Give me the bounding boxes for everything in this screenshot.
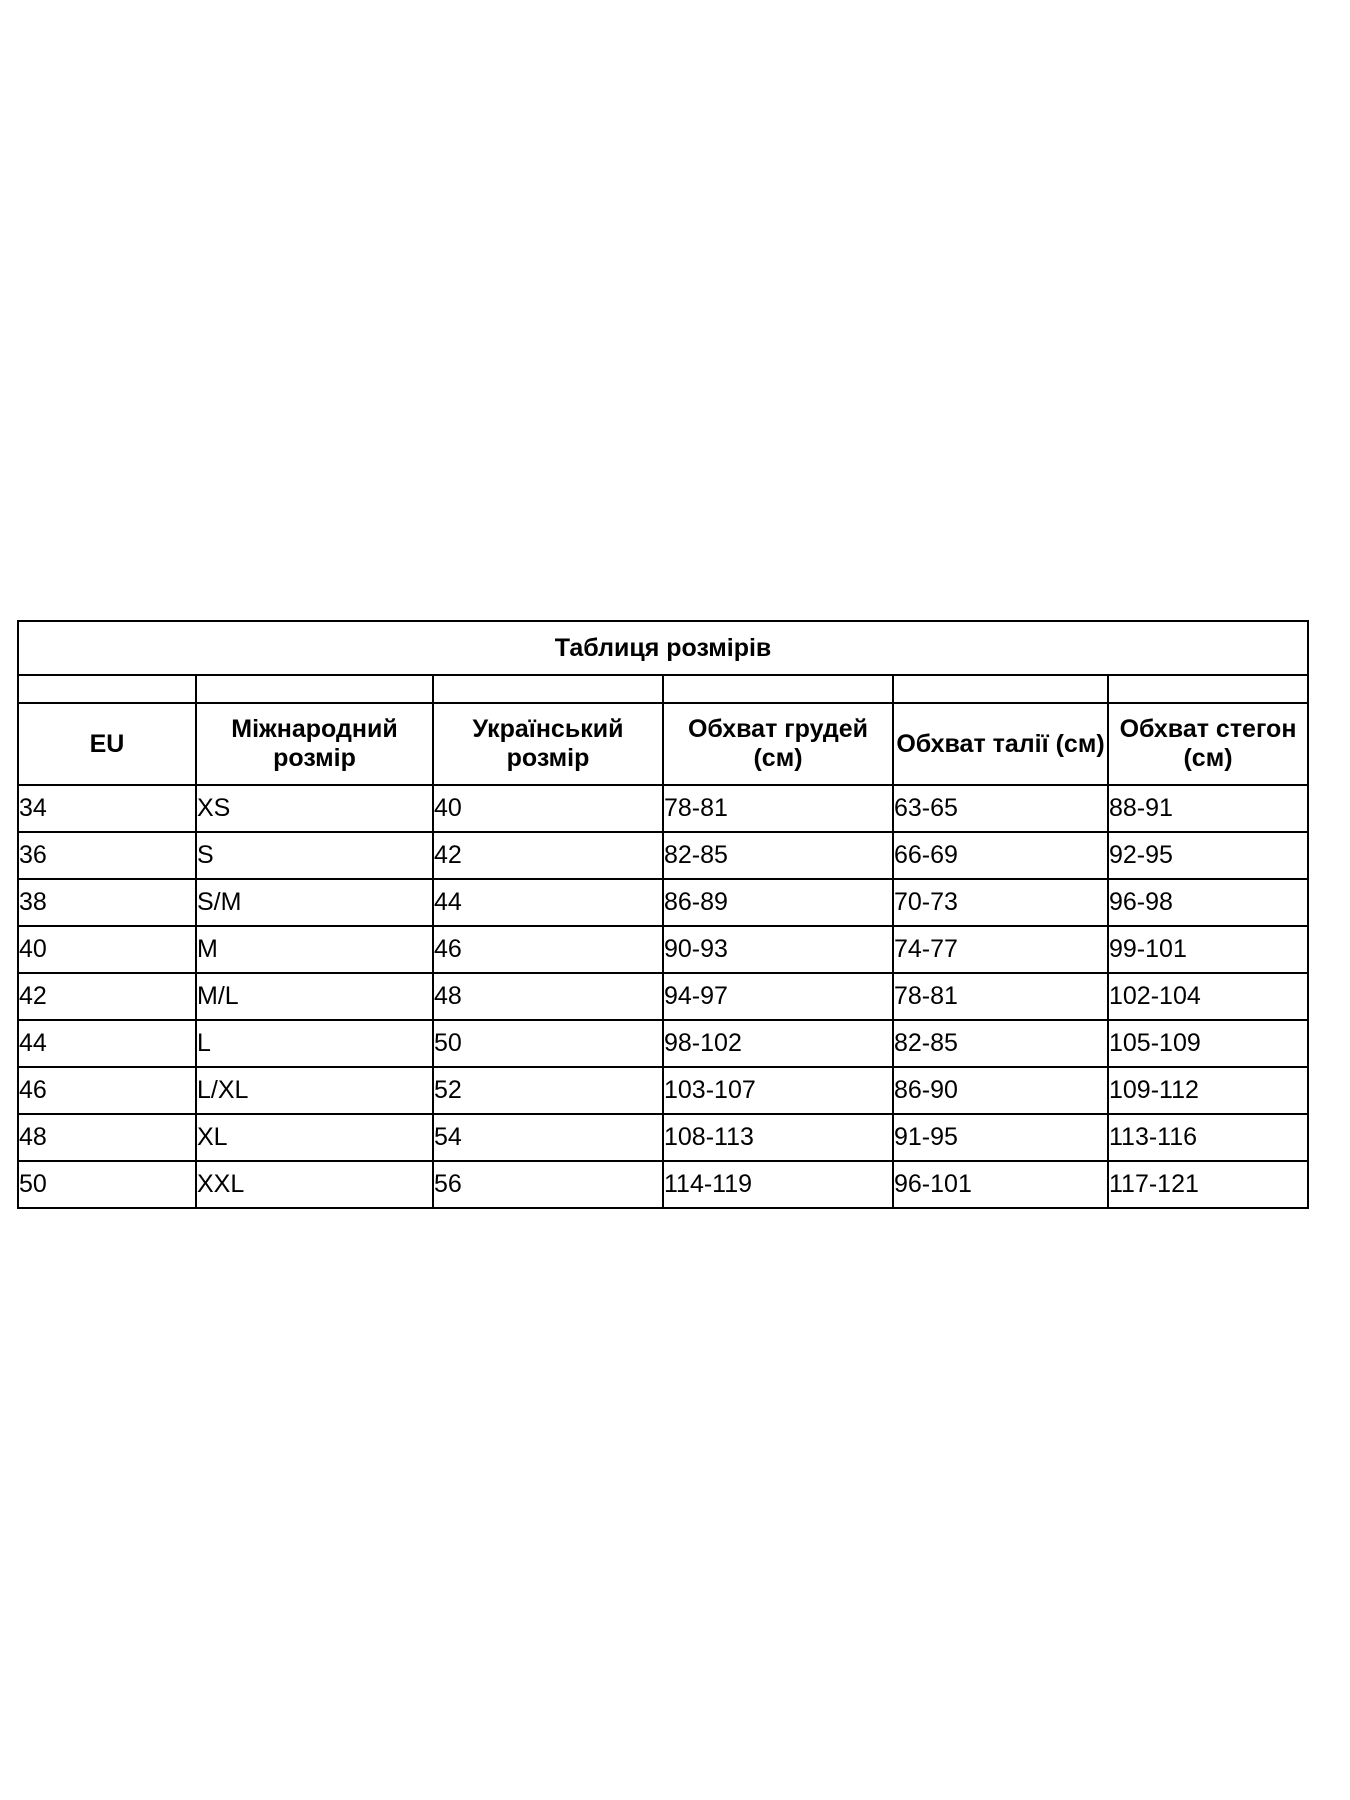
cell-international-size: XXL <box>196 1161 433 1208</box>
cell-eu: 48 <box>18 1114 196 1161</box>
cell-chest: 114-119 <box>663 1161 893 1208</box>
spacer-cell-3 <box>433 675 663 703</box>
cell-ukrainian-size: 46 <box>433 926 663 973</box>
cell-international-size: M/L <box>196 973 433 1020</box>
cell-hips: 105-109 <box>1108 1020 1308 1067</box>
table-row <box>18 973 1308 1020</box>
cell-hips: 109-112 <box>1108 1067 1308 1114</box>
table-row <box>18 785 1308 832</box>
cell-international-size: M <box>196 926 433 973</box>
table-header-row <box>18 703 1308 785</box>
page-title: Таблиця розмірів <box>18 621 1308 675</box>
cell-waist: 96-101 <box>893 1161 1108 1208</box>
table-title-row <box>18 621 1308 675</box>
column-header-international-size: Міжнародний розмір <box>196 703 433 785</box>
cell-international-size: S/M <box>196 879 433 926</box>
cell-chest: 90-93 <box>663 926 893 973</box>
spacer-cell-6 <box>1108 675 1308 703</box>
cell-eu: 40 <box>18 926 196 973</box>
cell-eu: 36 <box>18 832 196 879</box>
cell-chest: 94-97 <box>663 973 893 1020</box>
cell-ukrainian-size: 56 <box>433 1161 663 1208</box>
column-header-waist: Обхват талії (см) <box>893 703 1108 785</box>
cell-international-size: L <box>196 1020 433 1067</box>
cell-waist: 66-69 <box>893 832 1108 879</box>
cell-ukrainian-size: 48 <box>433 973 663 1020</box>
cell-international-size: L/XL <box>196 1067 433 1114</box>
cell-international-size: XS <box>196 785 433 832</box>
size-chart-container <box>17 620 1307 1209</box>
table-spacer-row <box>18 675 1308 703</box>
cell-ukrainian-size: 54 <box>433 1114 663 1161</box>
cell-waist: 86-90 <box>893 1067 1108 1114</box>
cell-chest: 82-85 <box>663 832 893 879</box>
table-row <box>18 1161 1308 1208</box>
cell-eu: 46 <box>18 1067 196 1114</box>
cell-waist: 63-65 <box>893 785 1108 832</box>
cell-hips: 99-101 <box>1108 926 1308 973</box>
spacer-cell-1 <box>18 675 196 703</box>
cell-hips: 117-121 <box>1108 1161 1308 1208</box>
spacer-cell-5 <box>893 675 1108 703</box>
cell-hips: 102-104 <box>1108 973 1308 1020</box>
cell-international-size: XL <box>196 1114 433 1161</box>
cell-waist: 91-95 <box>893 1114 1108 1161</box>
cell-chest: 98-102 <box>663 1020 893 1067</box>
cell-chest: 78-81 <box>663 785 893 832</box>
table-row <box>18 1067 1308 1114</box>
size-chart-table <box>17 620 1309 1209</box>
cell-ukrainian-size: 42 <box>433 832 663 879</box>
cell-hips: 88-91 <box>1108 785 1308 832</box>
spacer-cell-2 <box>196 675 433 703</box>
cell-chest: 108-113 <box>663 1114 893 1161</box>
cell-waist: 74-77 <box>893 926 1108 973</box>
cell-hips: 96-98 <box>1108 879 1308 926</box>
cell-eu: 42 <box>18 973 196 1020</box>
table-row <box>18 1020 1308 1067</box>
cell-ukrainian-size: 52 <box>433 1067 663 1114</box>
cell-chest: 103-107 <box>663 1067 893 1114</box>
cell-chest: 86-89 <box>663 879 893 926</box>
table-row <box>18 1114 1308 1161</box>
cell-eu: 50 <box>18 1161 196 1208</box>
column-header-eu: EU <box>18 703 196 785</box>
cell-hips: 92-95 <box>1108 832 1308 879</box>
cell-ukrainian-size: 50 <box>433 1020 663 1067</box>
cell-waist: 78-81 <box>893 973 1108 1020</box>
table-row <box>18 879 1308 926</box>
column-header-hips: Обхват стегон (см) <box>1108 703 1308 785</box>
table-row <box>18 832 1308 879</box>
cell-ukrainian-size: 44 <box>433 879 663 926</box>
cell-international-size: S <box>196 832 433 879</box>
table-row <box>18 926 1308 973</box>
cell-eu: 44 <box>18 1020 196 1067</box>
cell-eu: 34 <box>18 785 196 832</box>
cell-eu: 38 <box>18 879 196 926</box>
column-header-chest: Обхват грудей (см) <box>663 703 893 785</box>
spacer-cell-4 <box>663 675 893 703</box>
cell-waist: 70-73 <box>893 879 1108 926</box>
cell-waist: 82-85 <box>893 1020 1108 1067</box>
cell-hips: 113-116 <box>1108 1114 1308 1161</box>
cell-ukrainian-size: 40 <box>433 785 663 832</box>
column-header-ukrainian-size: Український розмір <box>433 703 663 785</box>
